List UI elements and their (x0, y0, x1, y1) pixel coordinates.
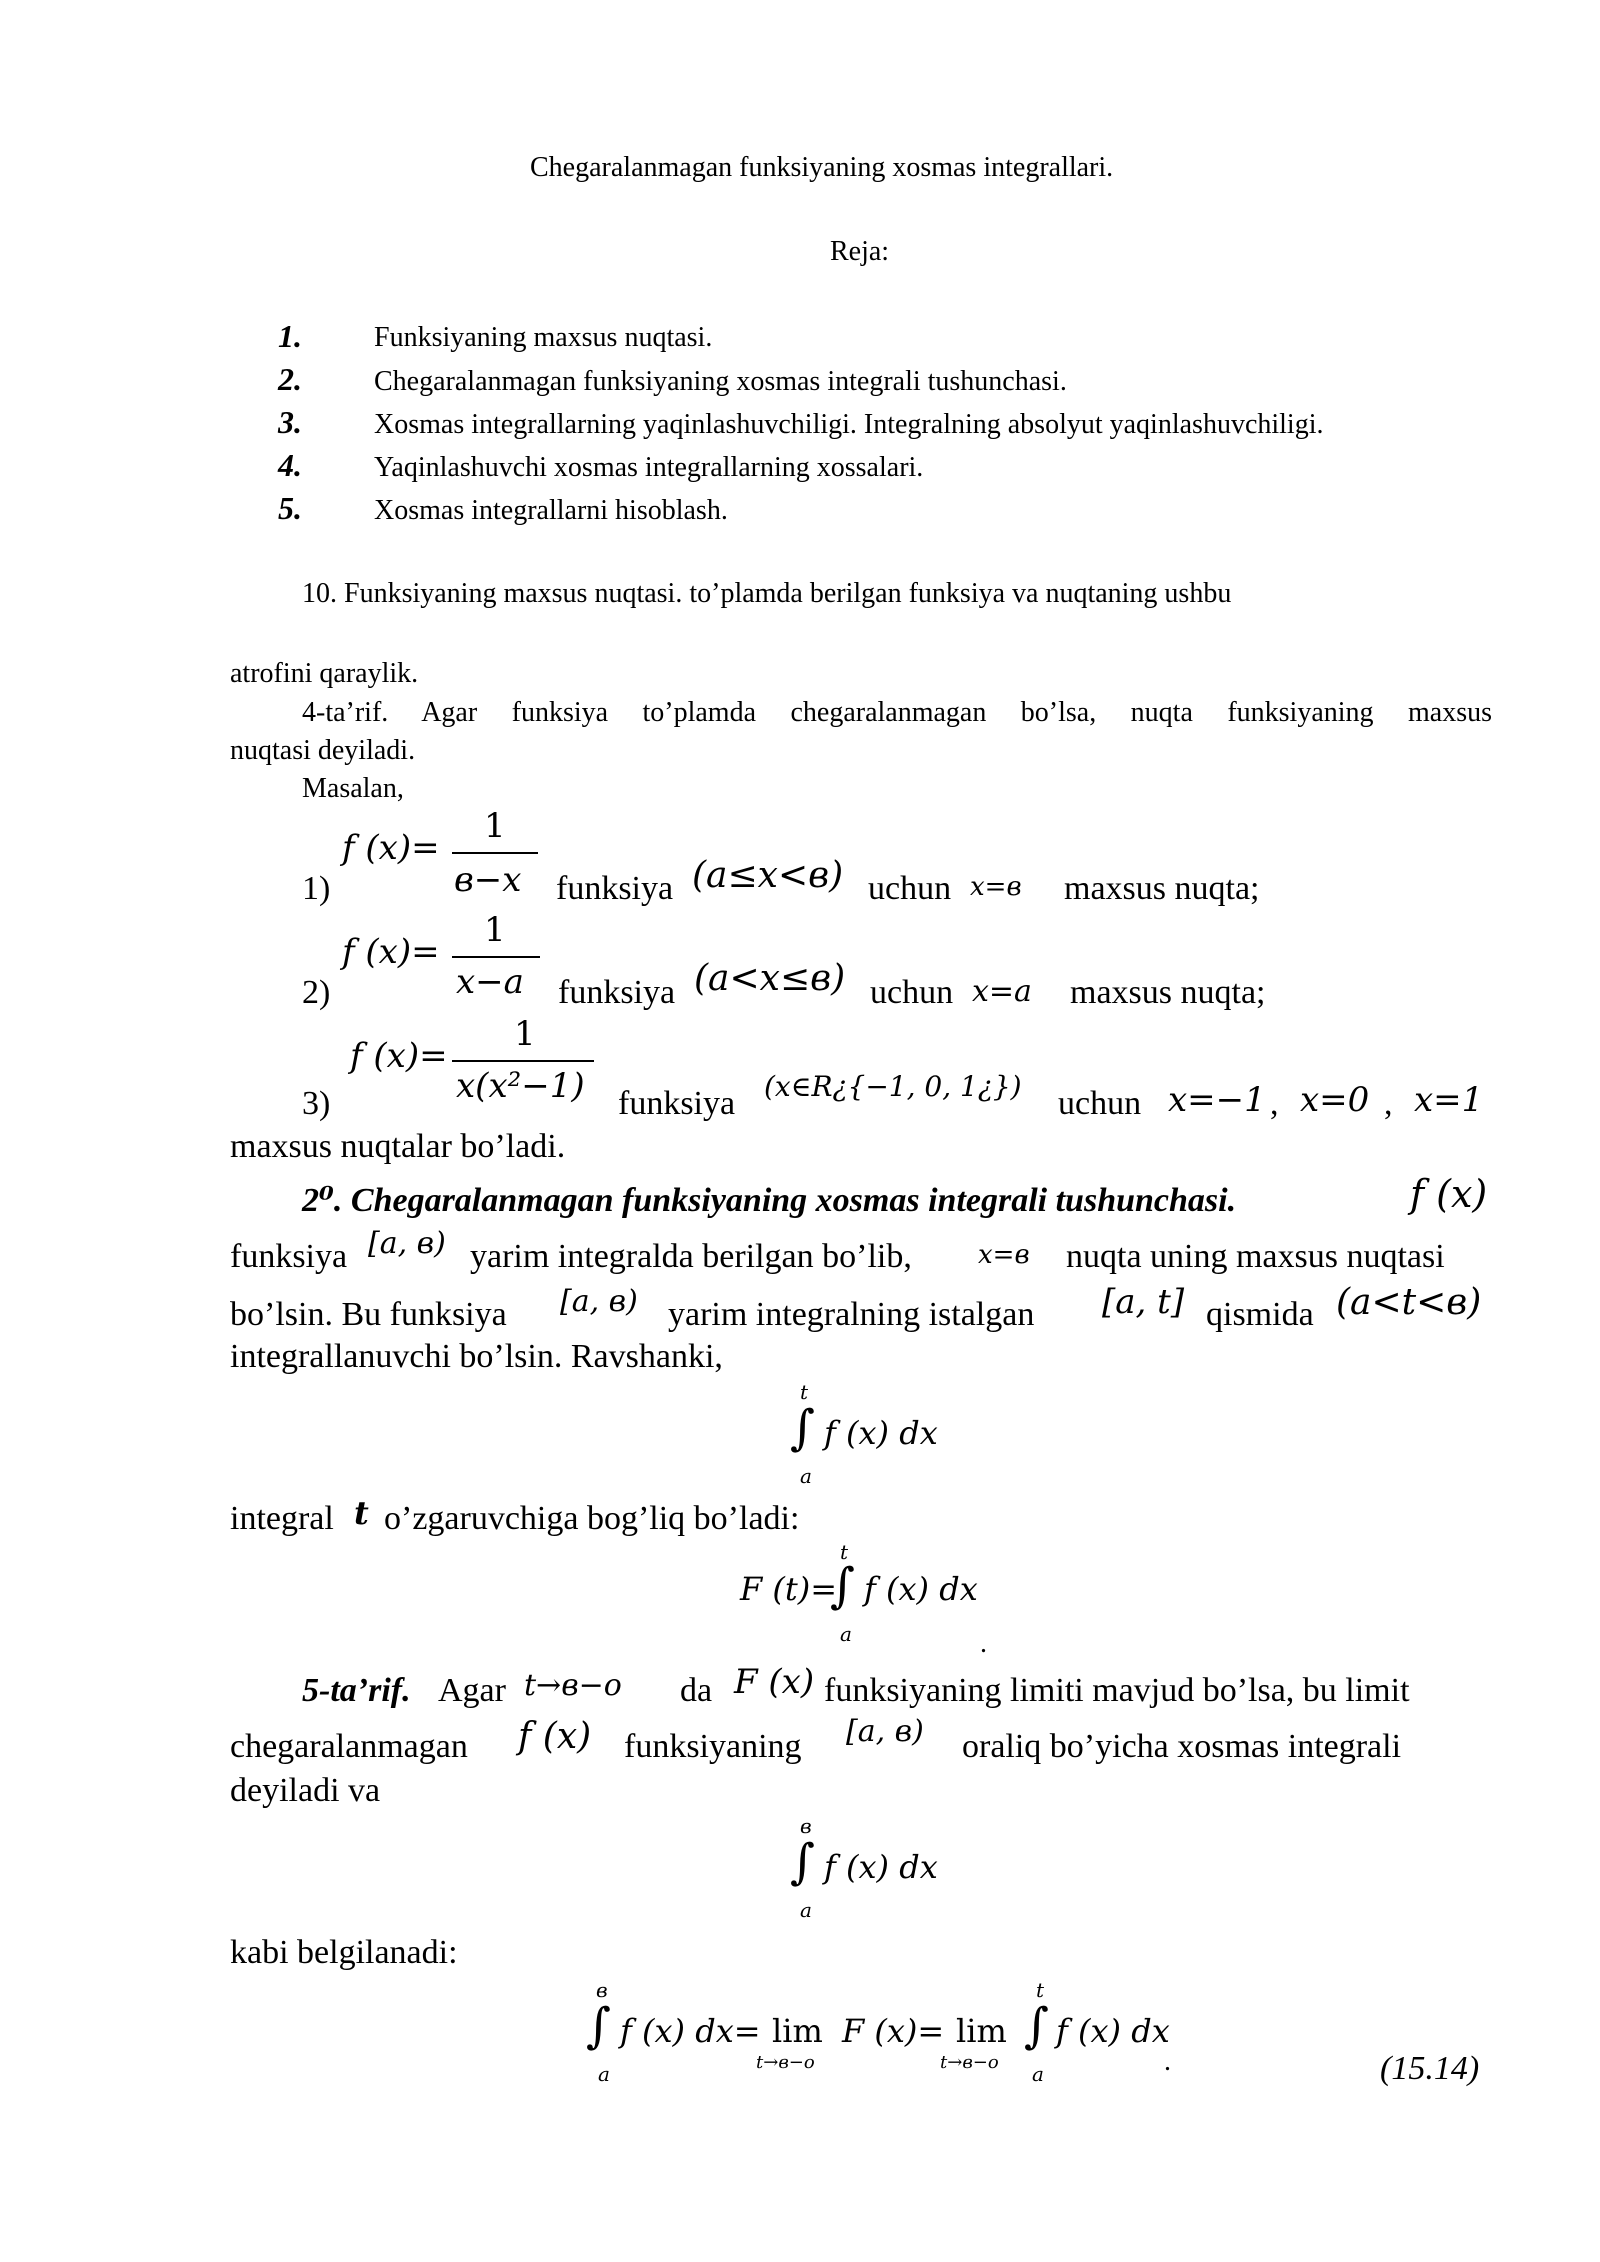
integrand: f (x) dx (824, 1414, 938, 1452)
fx-symbol: f (x) (518, 1716, 592, 1757)
domain-condition: (a≤x<в) (692, 855, 844, 896)
fraction-bar (452, 956, 540, 958)
interval: [a, в) (560, 1284, 638, 1319)
text-fragment: integrallanuvchi bo’lsin. Ravshanki, (230, 1338, 723, 1375)
integral-sign: ∫ (790, 1400, 816, 1456)
lower-limit: a (598, 2062, 610, 2086)
fraction-numerator: 1 (484, 910, 506, 950)
word-uchun: uchun (870, 974, 954, 1011)
limit-condition: t→в−o (524, 1668, 622, 1703)
text-fragment: funksiyaning (624, 1728, 802, 1765)
definition-5-label: 5-ta’rif. (302, 1672, 411, 1709)
plan-item-num: 2. (278, 361, 302, 397)
limit-subscript: t→в−o (940, 2052, 999, 2073)
plan-item-text: Chegaralanmagan funksiyaning xosmas integrali tushunchasi. (374, 366, 1067, 397)
word-funksiya: funksiya (556, 870, 674, 907)
plan-item-num: 1. (278, 318, 302, 354)
word-funksiya: funksiya (558, 974, 676, 1011)
limit-subscript: t→в−o (756, 2052, 815, 2073)
section1-continuation: atrofini qaraylik. (230, 658, 419, 689)
integral-sign: ∫ (790, 1834, 816, 1890)
text-fragment: yarim integralning istalgan (668, 1296, 1035, 1333)
upper-limit: в (800, 1814, 812, 1838)
lower-limit: a (1032, 2062, 1044, 2086)
plan-item-num: 5. (278, 490, 302, 526)
definition-4: 4-ta’rif. Agar funksiya to’plamda chegaralanmagan bo’lsa, nuqta funksiyaning maxsus (302, 697, 1492, 728)
plan-item-num: 4. (278, 447, 302, 483)
function-lhs: f (x)= (342, 932, 440, 972)
interval: [a, t] (1102, 1282, 1185, 1322)
equation-number: (15.14) (1380, 2050, 1480, 2087)
condition: (a<t<в) (1336, 1282, 1482, 1323)
period: . (980, 1628, 987, 1659)
text-fragment: integral (230, 1500, 334, 1537)
F-of-x: F (x) (734, 1662, 815, 1702)
text-fragment: qismida (1206, 1296, 1314, 1333)
integrand: f (x) dx (824, 1848, 938, 1886)
fraction-bar (452, 1060, 594, 1062)
example-number: 3) (302, 1085, 331, 1122)
integral-sign: ∫ (1024, 1998, 1050, 2054)
fx-symbol: f (x) (1410, 1172, 1488, 1216)
integrand: f (x) dx= (620, 2012, 761, 2050)
text-fragment: bo’lsin. Bu funksiya (230, 1296, 507, 1333)
lower-limit: a (840, 1622, 852, 1646)
function-lhs: f (x)= (342, 828, 440, 868)
plan-item-text: Xosmas integrallarni hisoblash. (374, 495, 728, 526)
singular-point: x=в (970, 872, 1022, 902)
word-funksiya: funksiya (618, 1085, 736, 1122)
text-fragment: nuqta uning maxsus nuqtasi (1066, 1238, 1445, 1275)
page-title: Chegaralanmagan funksiyaning xosmas integrallari. (530, 152, 1114, 183)
interval: [a, в) (368, 1226, 446, 1261)
integrand: f (x) dx (1056, 2012, 1170, 2050)
word-uchun: uchun (1058, 1085, 1142, 1122)
upper-limit: t (800, 1380, 809, 1404)
fraction-denominator: x(x²−1) (456, 1066, 585, 1106)
fraction-bar (452, 852, 538, 854)
example-number: 1) (302, 870, 331, 907)
plan-item-text: Funksiyaning maxsus nuqtasi. (374, 322, 713, 353)
text-fragment: da (680, 1672, 713, 1709)
section2-heading: 2⁰. Chegaralanmagan funksiyaning xosmas integrali tushunchasi. (302, 1182, 1237, 1219)
plan-item-text: Xosmas integrallarning yaqinlashuvchiligi. Integralning absolyut yaqinlashuvchiligi. (374, 409, 1324, 440)
singular-point: x=0 (1300, 1080, 1370, 1120)
lim-operator: lim (956, 2012, 1007, 2050)
interval: [a, в) (846, 1714, 924, 1749)
text-fragment: o’zgaruvchiga bog’liq bo’ladi: (384, 1500, 800, 1537)
plan-item-num: 3. (278, 404, 302, 440)
integral-sign: ∫ (830, 1558, 856, 1614)
lower-limit: a (800, 1464, 812, 1488)
comma: , (1384, 1085, 1393, 1122)
text-fragment: yarim integralda berilgan bo’lib, (470, 1238, 912, 1275)
text-fragment: deyiladi va (230, 1772, 381, 1809)
fraction-denominator: x−a (456, 962, 524, 1002)
example-number: 2) (302, 974, 331, 1011)
F-of-x: F (x)= (842, 2012, 945, 2050)
function-lhs: f (x)= (350, 1036, 448, 1076)
word-funksiya: funksiya (230, 1238, 348, 1275)
text-fragment: Agar (438, 1672, 506, 1709)
word-uchun: uchun (868, 870, 952, 907)
domain-condition: (a<x≤в) (694, 958, 846, 999)
masalan-label: Masalan, (302, 773, 404, 804)
singular-point: x=в (978, 1240, 1030, 1270)
upper-limit: t (840, 1540, 849, 1564)
text-fragment: chegaralanmagan (230, 1728, 468, 1765)
fraction-numerator: 1 (514, 1014, 536, 1054)
maxsus-nuqta-text: maxsus nuqta; (1070, 974, 1266, 1011)
example-3-cont: maxsus nuqtalar bo’ladi. (230, 1128, 566, 1165)
text-fragment: funksiyaning limiti mavjud bo’lsa, bu limit (824, 1672, 1410, 1709)
F-of-t: F (t)= (740, 1570, 838, 1608)
fraction-numerator: 1 (484, 806, 506, 846)
text-fragment: kabi belgilanadi: (230, 1934, 458, 1971)
fraction-denominator: в−x (454, 860, 522, 900)
integrand: f (x) dx (864, 1570, 978, 1608)
lim-operator: lim (772, 2012, 823, 2050)
maxsus-nuqta-text: maxsus nuqta; (1064, 870, 1260, 907)
period: . (1164, 2046, 1171, 2077)
singular-point: x=a (972, 974, 1032, 1009)
plan-item-text: Yaqinlashuvchi xosmas integrallarning xossalari. (374, 452, 924, 483)
definition-4-cont: nuqtasi deyiladi. (230, 735, 416, 766)
singular-point: x=1 (1414, 1080, 1484, 1120)
domain-condition: (x∈R¿{−1, 0, 1¿}) (764, 1070, 1022, 1103)
comma: , (1270, 1085, 1279, 1122)
plan-label: Reja: (830, 236, 890, 267)
variable-t: t (354, 1494, 369, 1532)
upper-limit: в (596, 1978, 608, 2002)
section1-heading-line: 10. Funksiyaning maxsus nuqtasi. to’plamda berilgan funksiya va nuqtaning ushbu (302, 578, 1232, 609)
integral-sign: ∫ (586, 1998, 612, 2054)
text-fragment: oraliq bo’yicha xosmas integrali (962, 1728, 1402, 1765)
lower-limit: a (800, 1898, 812, 1922)
upper-limit: t (1036, 1978, 1045, 2002)
singular-point: x=−1 (1168, 1080, 1266, 1120)
